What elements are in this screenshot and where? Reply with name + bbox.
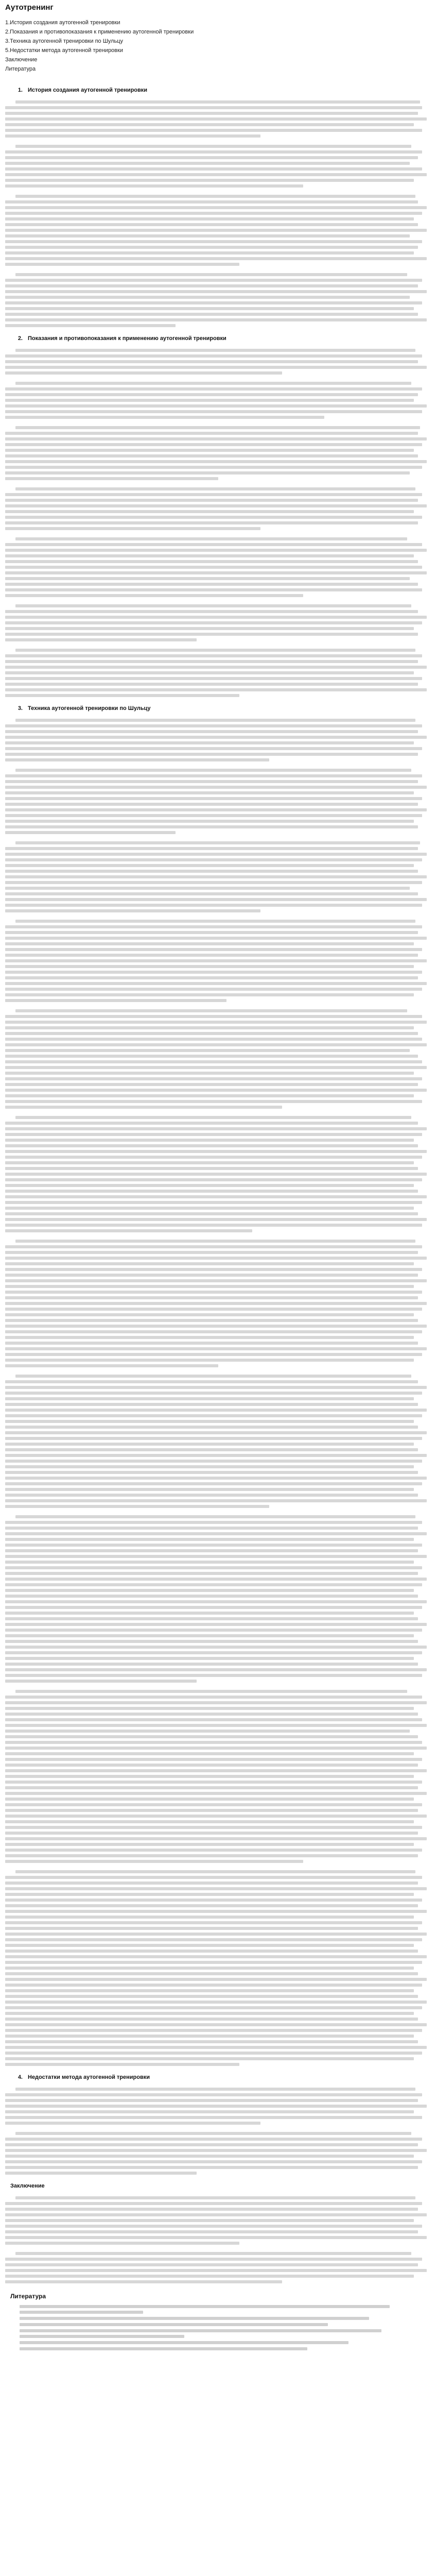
bibliography-entry-placeholder <box>10 2341 431 2344</box>
toc-item: Заключение <box>5 57 38 63</box>
toc-item: 3.Техника аутогенной тренировки по Шульцу <box>5 38 123 44</box>
body-paragraph-placeholder <box>5 537 431 597</box>
table-of-contents <box>5 18 431 74</box>
body-paragraph-placeholder <box>5 1240 431 1367</box>
section-heading <box>10 2182 431 2190</box>
body-paragraph-placeholder <box>5 487 431 530</box>
body-paragraph-placeholder <box>5 195 431 266</box>
section-heading <box>10 704 431 713</box>
body-paragraph-placeholder <box>5 382 431 419</box>
body-paragraph-placeholder <box>5 920 431 1002</box>
section-number: 3. <box>18 705 23 711</box>
toc-item: 2.Показания и противопоказания к применению аутогенной тренировки <box>5 29 194 35</box>
section-title: Техника аутогенной тренировки по Шульцу <box>28 705 151 711</box>
body-paragraph-placeholder <box>5 769 431 834</box>
body-paragraph-placeholder <box>5 273 431 327</box>
body-paragraph-placeholder <box>5 2196 431 2245</box>
section-heading <box>10 86 431 94</box>
page-title: Аутотренинг <box>5 3 54 12</box>
section-conclusion <box>5 2182 431 2283</box>
section-title: История создания аутогенной тренировки <box>28 87 148 93</box>
body-paragraph-placeholder <box>5 649 431 697</box>
bibliography-entry-placeholder <box>10 2347 431 2350</box>
body-paragraph-placeholder <box>5 1515 431 1683</box>
section-number: 4. <box>18 2074 23 2080</box>
section-heading <box>10 334 431 343</box>
body-paragraph-placeholder <box>5 2252 431 2283</box>
body-paragraph-placeholder <box>5 1690 431 1863</box>
body-paragraph-placeholder <box>5 2088 431 2125</box>
section-number: 1. <box>18 87 23 93</box>
section-technique <box>5 704 431 2066</box>
toc-item: 1.История создания аутогенной тренировки <box>5 20 120 26</box>
section-title: Показания и противопоказания к применению аутогенной тренировки <box>28 335 226 342</box>
section-number: 2. <box>18 335 23 342</box>
bibliography-entry-placeholder <box>10 2329 431 2338</box>
toc-item: Литература <box>5 66 36 72</box>
body-paragraph-placeholder <box>5 841 431 912</box>
body-paragraph-placeholder <box>5 426 431 480</box>
body-paragraph-placeholder <box>5 100 431 138</box>
body-paragraph-placeholder <box>5 145 431 188</box>
section-history <box>5 86 431 327</box>
bibliography-entry-placeholder <box>10 2305 431 2314</box>
body-paragraph-placeholder <box>5 604 431 641</box>
bibliography-entry-placeholder <box>10 2323 431 2326</box>
bibliography-list <box>10 2305 431 2350</box>
section-bibliography <box>5 2293 431 2350</box>
body-paragraph-placeholder <box>5 1116 431 1232</box>
body-paragraph-placeholder <box>5 719 431 761</box>
toc-item: 5.Недостатки метода аутогенной тренировки <box>5 47 123 54</box>
section-title: Недостатки метода аутогенной тренировки <box>28 2074 150 2080</box>
bibliography-heading: Литература <box>10 2293 46 2300</box>
body-paragraph-placeholder <box>5 349 431 375</box>
body-paragraph-placeholder <box>5 1375 431 1508</box>
section-title: Заключение <box>10 2183 45 2189</box>
section-drawbacks <box>5 2073 431 2175</box>
bibliography-entry-placeholder <box>10 2317 431 2320</box>
body-paragraph-placeholder <box>5 1009 431 1109</box>
section-indications <box>5 334 431 697</box>
body-paragraph-placeholder <box>5 2132 431 2175</box>
section-heading <box>10 2073 431 2081</box>
body-paragraph-placeholder <box>5 1870 431 2066</box>
